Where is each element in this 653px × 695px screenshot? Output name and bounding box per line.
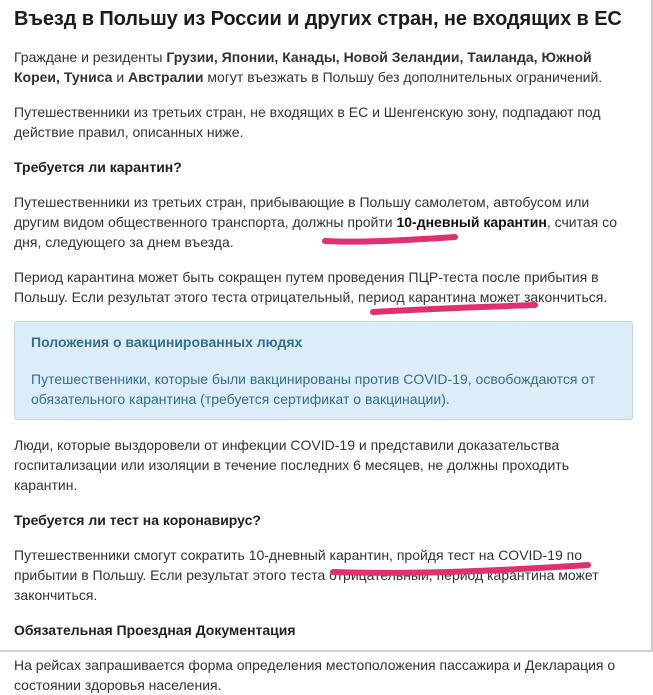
docs-paragraph: На рейсах запрашивается форма определения местоположения пассажира и Декларация о состоянии здоровья населения. (14, 657, 616, 693)
quarantine-text-start: Путешественники из третьих стран, прибывающие в Польшу самолетом, автобусом или другим видом общественного транспорта, должны пройти (14, 194, 590, 230)
intro-paragraph (14, 47, 636, 87)
intro-prefix: Граждане и резиденты (14, 49, 167, 65)
recovered-paragraph: Люди, которые выздоровели от инфекции COVID-19 и представили доказательства госпитализации или изоляции в течение последних 6 месяцев, не должны проходить карантин. (14, 437, 569, 493)
test-paragraph: Путешественники смогут сократить 10-дневный карантин, пройдя тест на COVID-19 по прибытии в Польшу. Если результат этого теста отрицательный, период карантина может закончиться. (14, 547, 599, 603)
docs-heading: Обязательная Проездная Документация (14, 622, 296, 638)
vaccinated-callout (14, 321, 633, 420)
shorten-quarantine-paragraph: Период карантина может быть сокращен путем проведения ПЦР-теста после прибытия в Польшу. Если результат этого теста отрицательный, период карантина может закончиться. (14, 269, 608, 305)
quarantine-heading: Требуется ли карантин? (14, 159, 182, 175)
page-title: Въезд в Польшу из России и других стран, не входящих в ЕС (14, 8, 622, 30)
test-heading: Требуется ли тест на коронавирус? (14, 512, 261, 528)
quarantine-paragraph (14, 192, 636, 252)
intro-suffix: могут въезжать в Польшу без дополнительных ограничений. (203, 69, 603, 85)
intro-countries-list: Грузии, Японии, Канады, Новой Зеландии, Таиланда, Южной Кореи, Туниса (14, 49, 592, 85)
third-countries-paragraph: Путешественники из третьих стран, не входящих в ЕС и Шенгенскую зону, подпадают под действие правил, описанных ниже. (14, 104, 601, 140)
callout-title: Положения о вакцинированных людях (31, 334, 303, 350)
intro-country-australia: Австралии (128, 69, 204, 85)
intro-and: и (112, 69, 129, 85)
quarantine-text-end: , считая со дня, следующего за днем въезда. (14, 214, 618, 250)
article (14, 6, 636, 695)
quarantine-duration-bold: 10-дневный карантин (396, 214, 547, 230)
callout-text: Путешественники, которые были вакцинированы против COVID-19, освобождаются от обязательного карантина (требуется сертификат о вакцинации). (31, 371, 596, 407)
